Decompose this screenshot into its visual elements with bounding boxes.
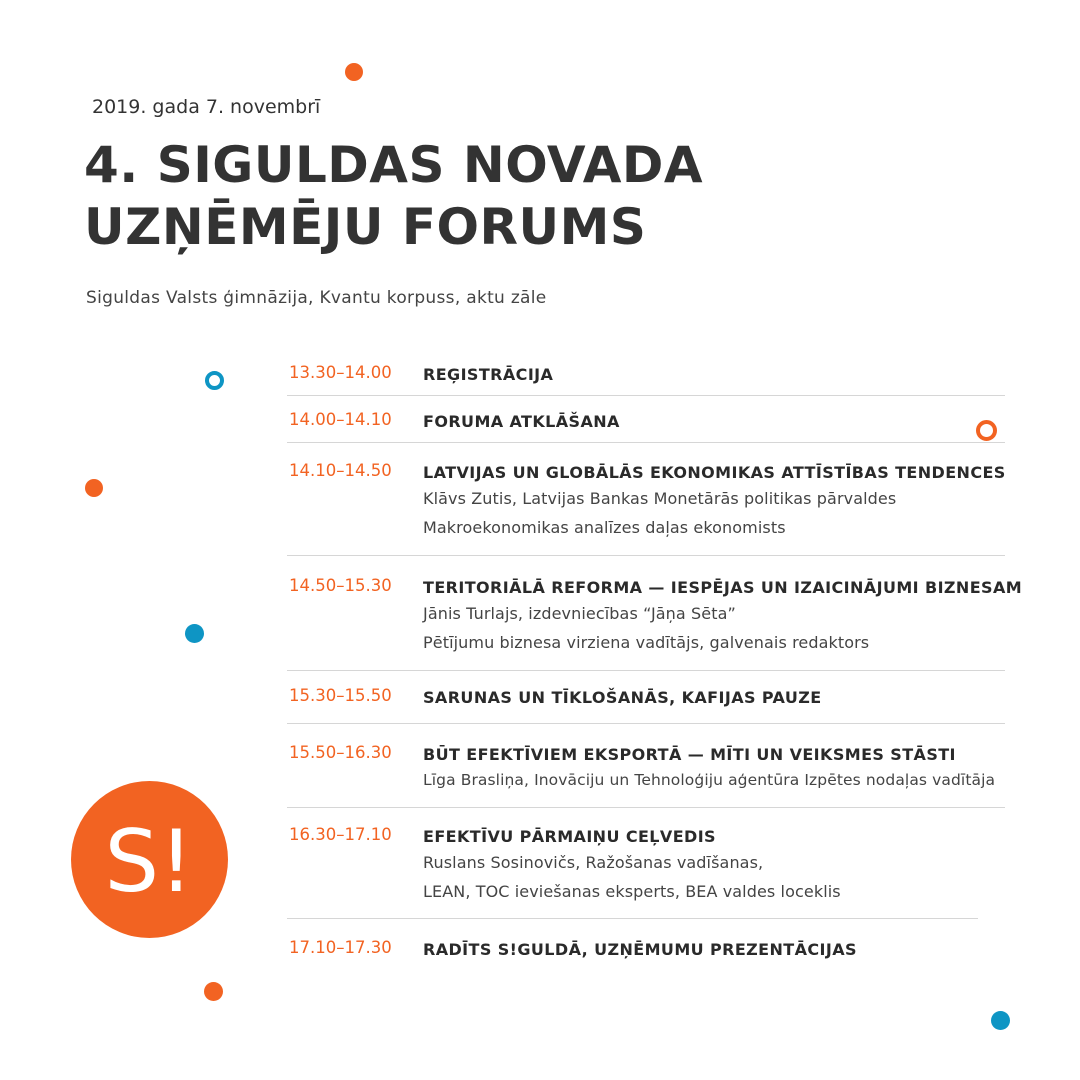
- agenda-topic: FORUMA ATKLĀŠANA: [423, 412, 620, 431]
- agenda-speaker-line: Ruslans Sosinovičs, Ražošanas vadīšanas,: [423, 853, 764, 872]
- agenda-speaker-line: Pētījumu biznesa virziena vadītājs, galvenais redaktors: [423, 633, 870, 652]
- agenda-speaker-line: LEAN, TOC ieviešanas eksperts, BEA valdes loceklis: [423, 882, 841, 901]
- agenda-speaker-line: Jānis Turlajs, izdevniecības “Jāņa Sēta”: [423, 604, 736, 623]
- sigulda-logo: [71, 781, 228, 938]
- agenda-topic: EFEKTĪVU PĀRMAIŅU CEĻVEDIS: [423, 827, 716, 846]
- agenda-time: 15.30–15.50: [289, 686, 392, 705]
- agenda-row: [287, 396, 1005, 443]
- agenda-list: [287, 355, 1023, 970]
- page-title: [84, 134, 703, 258]
- agenda-row: [287, 671, 1005, 724]
- decor-dot-orange-bottom: [204, 982, 223, 1001]
- decor-dot-blue-left: [185, 624, 204, 643]
- title-line-1: 4. SIGULDAS NOVADA: [84, 136, 704, 194]
- agenda-speaker-line: Makroekonomikas analīzes daļas ekonomists: [423, 518, 786, 537]
- agenda-topic: LATVIJAS UN GLOBĀLĀS EKONOMIKAS ATTĪSTĪBAS TENDENCES: [423, 463, 1006, 482]
- logo-mark-icon: [71, 781, 228, 938]
- agenda-time: 17.10–17.30: [289, 938, 392, 957]
- agenda-row: [287, 808, 978, 919]
- decor-dot-blue-bottom: [991, 1011, 1010, 1030]
- agenda-time: 14.50–15.30: [289, 576, 392, 595]
- agenda-topic: BŪT EFEKTĪVIEM EKSPORTĀ — MĪTI UN VEIKSMES STĀSTI: [423, 745, 956, 764]
- agenda-topic: SARUNAS UN TĪKLOŠANĀS, KAFIJAS PAUZE: [423, 688, 822, 707]
- agenda-row: [287, 443, 1005, 556]
- agenda-topic: REĢISTRĀCIJA: [423, 365, 554, 384]
- agenda-speaker-line: Līga Brasliņa, Inovāciju un Tehnoloģiju aģentūra Izpētes nodaļas vadītāja: [423, 771, 996, 789]
- agenda-time: 15.50–16.30: [289, 743, 392, 762]
- agenda-row: [287, 724, 1005, 808]
- agenda-topic: RADĪTS S!GULDĀ, UZŅĒMUMU PREZENTĀCIJAS: [423, 940, 857, 959]
- event-date: 2019. gada 7. novembrī: [92, 96, 321, 118]
- agenda-time: 16.30–17.10: [289, 825, 392, 844]
- decor-ring-blue: [205, 371, 224, 390]
- agenda-time: 14.00–14.10: [289, 410, 392, 429]
- agenda-topic: TERITORIĀLĀ REFORMA — IESPĒJAS UN IZAICINĀJUMI BIZNESAM: [423, 578, 1023, 597]
- agenda-row: [287, 919, 1005, 970]
- agenda-row: [287, 355, 1005, 396]
- agenda-speaker-line: Klāvs Zutis, Latvijas Bankas Monetārās politikas pārvaldes: [423, 489, 897, 508]
- decor-dot-orange-left: [85, 479, 103, 497]
- logo-text: S!: [104, 812, 194, 912]
- agenda-row: [287, 556, 1023, 671]
- agenda-time: 13.30–14.00: [289, 363, 392, 382]
- agenda-time: 14.10–14.50: [289, 461, 392, 480]
- title-line-2: UZŅĒMĒJU FORUMS: [84, 198, 647, 256]
- event-venue: Siguldas Valsts ģimnāzija, Kvantu korpuss, aktu zāle: [86, 288, 547, 308]
- decor-dot-orange-top: [345, 63, 363, 81]
